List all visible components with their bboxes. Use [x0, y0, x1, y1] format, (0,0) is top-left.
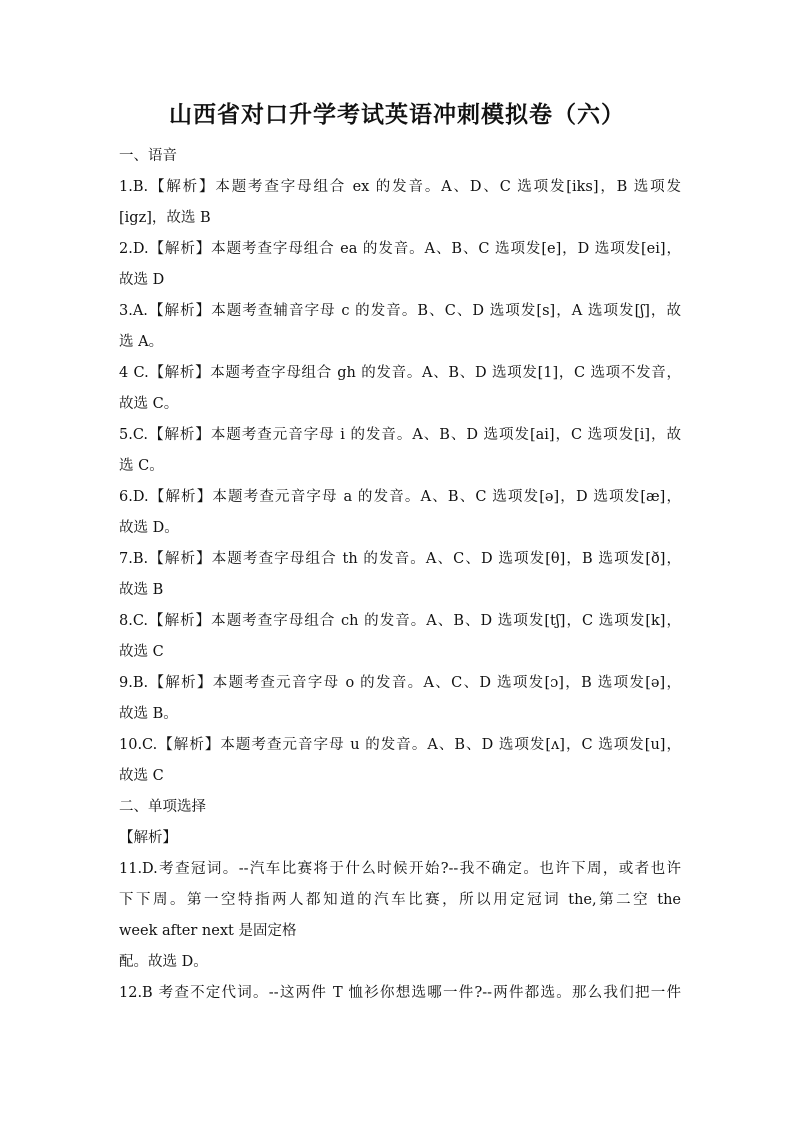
document-body	[119, 141, 681, 1009]
text-line: 9.B.【解析】本题考查元音字母 o 的发音。A、C、D 选项发[ɔ]，B 选项发[ə]，	[119, 675, 681, 691]
text-line: 下下周。第一空特指两人都知道的汽车比赛，所以用定冠词 the,第二空 the	[119, 892, 681, 908]
text-line: 7.B.【解析】本题考查字母组合 th 的发音。A、C、D 选项发[θ]，B 选项发[ð]，	[119, 551, 681, 567]
text-line: 1.B.【解析】本题考查字母组合 ex 的发音。A、D、C 选项发[iks]，B 选项发	[119, 179, 681, 195]
text-line: 选 C。	[119, 458, 164, 474]
text-line: 11.D.考查冠词。--汽车比赛将于什么时候开始?--我不确定。也许下周，或者也许	[119, 861, 681, 877]
text-line: 故选 C。	[119, 396, 179, 412]
text-line: 故选 C	[119, 768, 164, 784]
text-line: 故选 B	[119, 582, 164, 598]
text-line: 6.D.【解析】本题考查元音字母 a 的发音。A、B、C 选项发[ə]，D 选项发[æ]，	[119, 489, 681, 505]
text-line: 5.C.【解析】本题考查元音字母 i 的发音。A、B、D 选项发[ai]，C 选项发[i]，故	[119, 427, 681, 443]
text-line: 10.C.【解析】本题考查元音字母 u 的发音。A、B、D 选项发[ʌ]，C 选项发[u]，	[119, 737, 681, 753]
text-line: 一、语音	[119, 148, 177, 164]
text-line: 故选 B。	[119, 706, 178, 722]
text-line: 【解析】	[119, 830, 177, 846]
text-line: 二、单项选择	[119, 799, 206, 815]
text-line: 12.B 考查不定代词。--这两件 T 恤衫你想选哪一件?--两件都选。那么我们把一件	[119, 985, 681, 1001]
text-line: 2.D.【解析】本题考查字母组合 ea 的发音。A、B、C 选项发[e]，D 选项发[ei]，	[119, 241, 681, 257]
text-line: 4 C.【解析】本题考查字母组合 gh 的发音。A、B、D 选项发[1]，C 选项不发音，	[119, 365, 681, 381]
text-line: 8.C.【解析】本题考查字母组合 ch 的发音。A、B、D 选项发[tʃ]，C 选项发[k]，	[119, 613, 681, 629]
text-line: 故选 D。	[119, 520, 179, 536]
text-line: [igz]，故选 B	[119, 210, 211, 226]
text-line: 故选 D	[119, 272, 165, 288]
text-line: 选 A。	[119, 334, 164, 350]
text-line: 3.A.【解析】本题考查辅音字母 c 的发音。B、C、D 选项发[s]，A 选项发[ʃ]，故	[119, 303, 681, 319]
text-line: 故选 C	[119, 644, 164, 660]
page-title: 山西省对口升学考试英语冲刺模拟卷（六）	[169, 101, 625, 128]
text-line: 配。故选 D。	[119, 954, 208, 970]
text-line: week after next 是固定格	[119, 923, 297, 939]
